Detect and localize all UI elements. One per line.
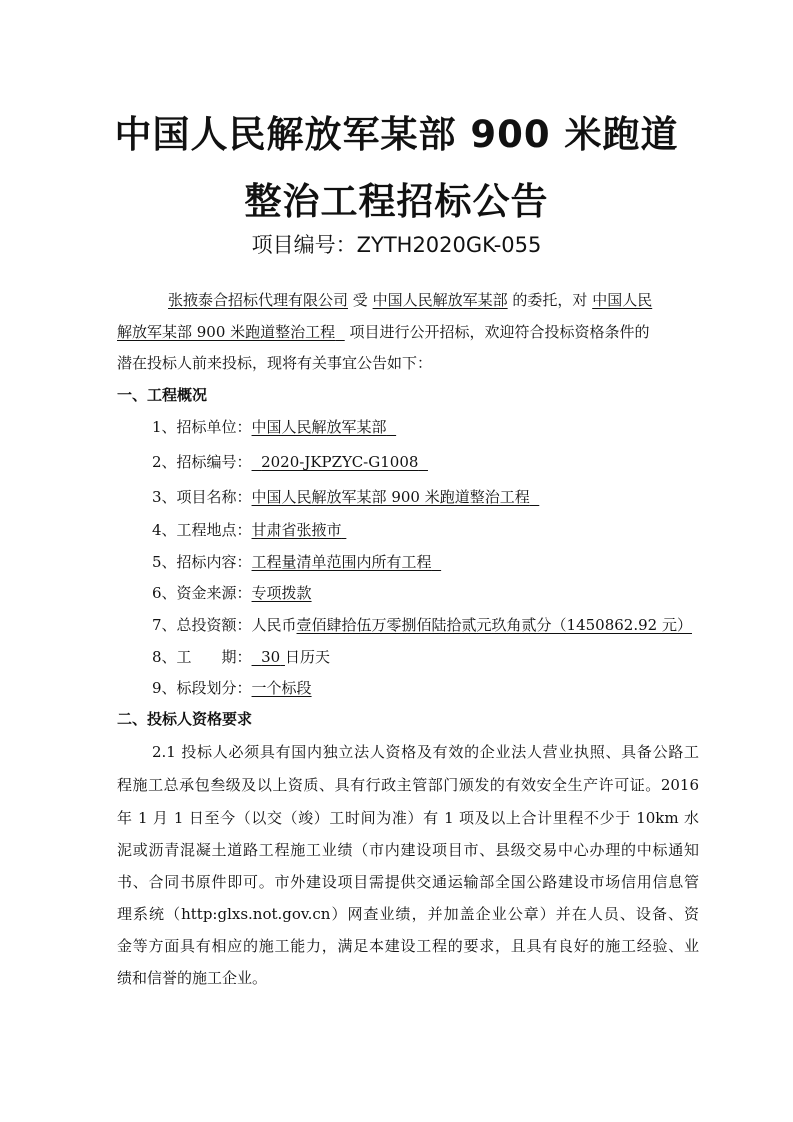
item-label: 3、项目名称：	[152, 488, 252, 506]
section-1-heading: 一、工程概况	[117, 386, 208, 404]
document-title-line-1: 中国人民解放军某部 900 米跑道	[114, 113, 679, 156]
item-value: 一个标段	[251, 679, 312, 697]
intro-text-2: 的委托，对	[512, 291, 588, 309]
paragraph-line: 程施工总承包叁级及以上资质、具有行政主管部门颁发的有效安全生产许可证。2016	[117, 776, 699, 794]
intro-text-1: 受	[352, 291, 368, 309]
intro-line-1	[168, 290, 652, 310]
item-2	[152, 452, 428, 472]
item-6	[152, 583, 312, 603]
item-label: 5、招标内容：	[152, 553, 252, 571]
project-name-part-1: 中国人民	[592, 291, 653, 309]
item-value: 甘肃省张掖市	[251, 521, 342, 539]
item-label: 7、总投资额：人民币	[152, 616, 297, 634]
item-1	[152, 417, 396, 437]
paragraph-line: 书、合同书原件即可。市外建设项目需提供交通运输部全国公路建设市场信用信息管	[117, 873, 699, 891]
item-value: 中国人民解放军某部	[251, 418, 387, 436]
item-label: 9、标段划分：	[152, 679, 252, 697]
item-label: 4、工程地点：	[152, 521, 252, 539]
item-9	[152, 678, 312, 698]
paragraph-line: 金等方面具有相应的施工能力，满足本建设工程的要求，且具有良好的施工经验、业	[117, 937, 699, 955]
paragraph-line: 2.1 投标人必须具有国内独立法人资格及有效的企业法人营业执照、具备公路工	[152, 743, 699, 761]
item-3	[152, 487, 539, 507]
paragraph-line: 泥或沥青混凝土道路工程施工业绩（市内建设项目市、县级交易中心办理的中标通知	[117, 841, 699, 859]
project-number: 项目编号：ZYTH2020GK-055	[251, 233, 542, 257]
item-value: 壹佰肆拾伍万零捌佰陆拾贰元玖角贰分（1450862.92 元）	[296, 616, 692, 634]
item-label: 8、工 期：	[152, 648, 252, 666]
item-4	[152, 520, 346, 540]
item-8	[152, 647, 330, 667]
item-label: 6、资金来源：	[152, 584, 252, 602]
item-label: 2、招标编号：	[152, 453, 252, 471]
item-label: 1、招标单位：	[152, 418, 252, 436]
paragraph-line: 年 1 月 1 日至今（以交（竣）工时间为准）有 1 项及以上合计里程不少于 10km 水	[117, 809, 699, 827]
paragraph-line: 绩和信誉的施工企业。	[117, 969, 268, 987]
item-7	[152, 615, 692, 635]
item-5	[152, 552, 441, 572]
paragraph-line: 理系统（http:glxs.not.gov.cn）网查业绩，并加盖企业公章）并在人员、设备、资	[117, 905, 699, 923]
project-name-part-2: 解放军某部 900 米跑道整治工程	[117, 323, 336, 341]
intro-text-3: 项目进行公开招标，欢迎符合投标资格条件的	[349, 323, 650, 341]
item-value: 30	[261, 648, 281, 666]
intro-line-2	[117, 322, 650, 342]
intro-line-3: 潜在投标人前来投标，现将有关事宜公告如下：	[117, 354, 433, 372]
item-value: 中国人民解放军某部 900 米跑道整治工程	[251, 488, 530, 506]
agent-name: 张掖泰合招标代理有限公司	[168, 291, 349, 309]
client-name: 中国人民解放军某部	[372, 291, 508, 309]
item-value: 专项拨款	[251, 584, 312, 602]
item-value: 2020-JKPZYC-G1008	[261, 453, 419, 471]
item-suffix: 日历天	[284, 648, 330, 666]
document-title-line-2: 整治工程招标公告	[244, 180, 549, 223]
section-2-heading: 二、投标人资格要求	[117, 710, 253, 728]
item-value: 工程量清单范围内所有工程	[251, 553, 432, 571]
